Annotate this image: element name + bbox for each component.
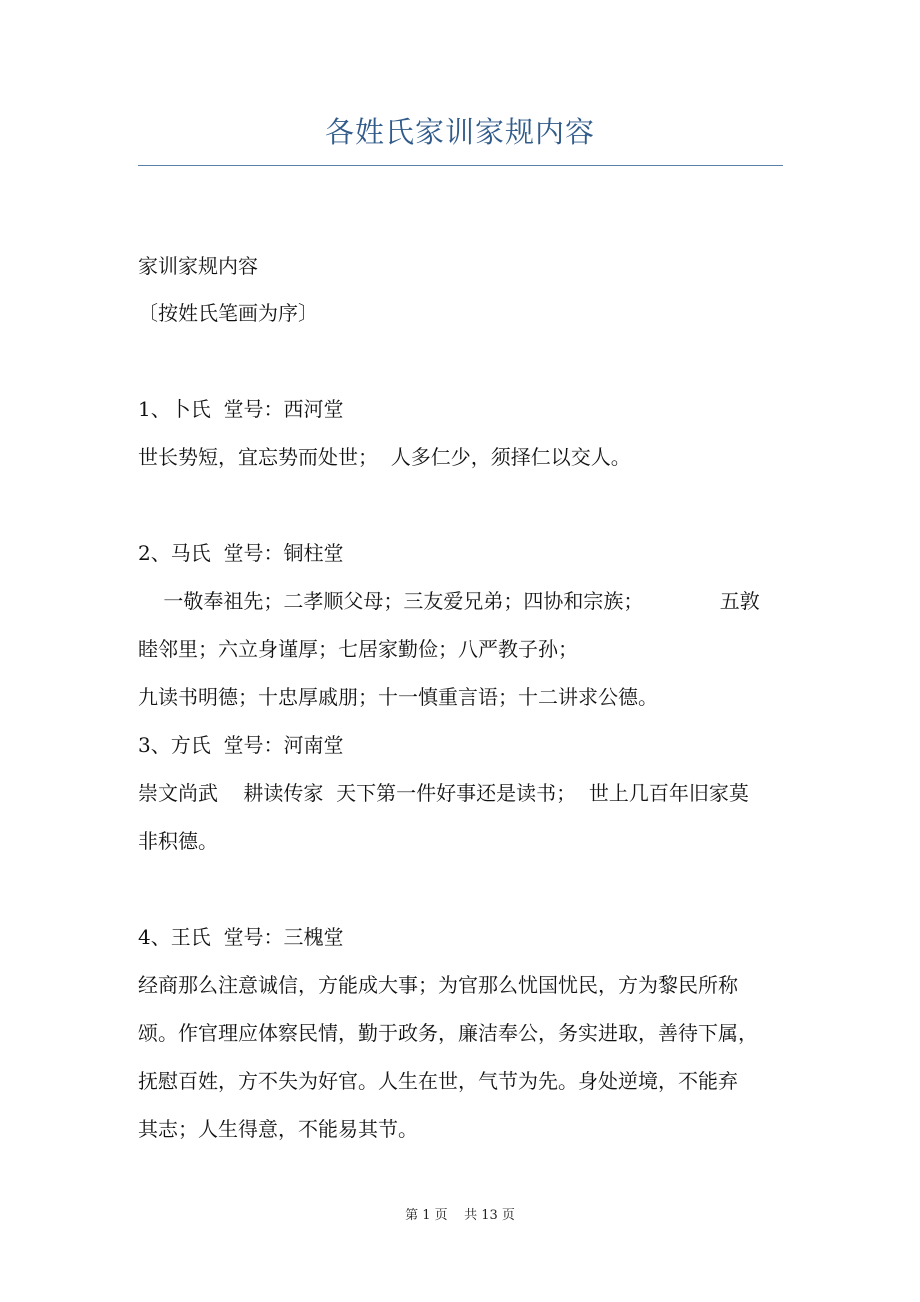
entry-text-ma-line-2: 睦邻里；六立身谨厚；七居家勤俭；八严教子孙； — [138, 637, 578, 661]
page-number: 第 1 页 共 13 页 — [405, 1208, 515, 1223]
entry-text-fang-line-2: 非积德。 — [138, 829, 218, 853]
entry-text-bu: 世长势短，宜忘势而处世； 人多仁少，须择仁以交人。 — [138, 445, 631, 469]
entry-text-ma-line-3: 九读书明德；十忠厚戚朋；十一慎重言语；十二讲求公德。 — [138, 685, 658, 709]
entry-heading-fang: 3、方氏 堂号：河南堂 — [138, 733, 344, 757]
entry-text-wang-line-3: 抚慰百姓，方不失为好官。人生在世，气节为先。身处逆境，不能弃 — [138, 1069, 738, 1093]
entry-text-wang-line-1: 经商那么注意诚信，方能成大事；为官那么忧国忧民，方为黎民所称 — [138, 973, 738, 997]
entry-heading-bu: 1、卜氏 堂号：西河堂 — [138, 397, 344, 421]
title-divider — [138, 165, 783, 166]
section-subheading: 〔按姓氏笔画为序〕 — [138, 301, 318, 325]
entry-text-fang-line-1: 崇文尚武 耕读传家 天下第一件好事还是读书； 世上几百年旧家莫 — [138, 781, 749, 805]
entry-heading-wang: 4、王氏 堂号：三槐堂 — [138, 925, 344, 949]
page-title: 各姓氏家训家规内容 — [324, 115, 595, 149]
entry-text-wang-line-4: 其志；人生得意，不能易其节。 — [138, 1117, 418, 1141]
entry-heading-ma: 2、马氏 堂号：铜柱堂 — [138, 541, 344, 565]
entry-text-wang-line-2: 颂。作官理应体察民情，勤于政务，廉洁奉公，务实进取，善待下属， — [138, 1021, 758, 1045]
section-heading: 家训家规内容 — [138, 254, 258, 278]
entry-text-ma-line-1: 一敬奉祖先；二孝顺父母；三友爱兄弟；四协和宗族； 五敦 — [138, 589, 760, 613]
